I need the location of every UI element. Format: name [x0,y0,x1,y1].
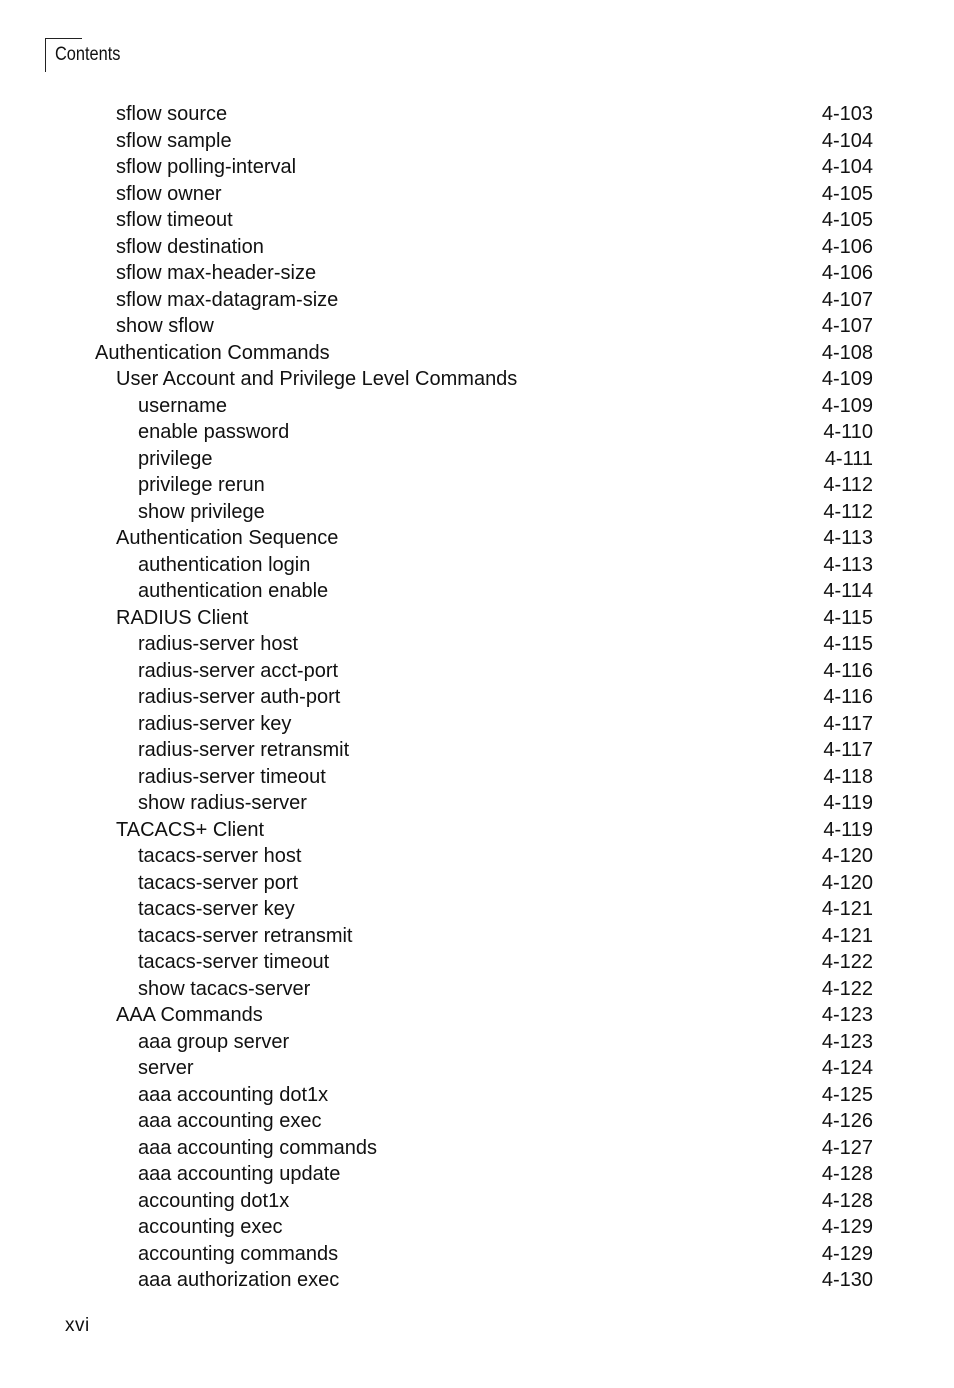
toc-entry[interactable] [0,340,954,367]
toc-entry-title[interactable]: radius-server acct-port [138,659,339,682]
toc-entry[interactable] [0,1082,954,1109]
toc-entry-page[interactable]: 4-129 [821,1216,873,1238]
toc-entry-title[interactable]: tacacs-server timeout [138,951,330,973]
toc-entry-page[interactable]: 4-103 [821,103,873,125]
toc-entry[interactable] [0,1241,954,1268]
toc-entry-page[interactable]: 4-106 [821,235,873,258]
toc-entry-title[interactable]: User Account and Privilege Level Commands [116,368,518,390]
toc-entry-title[interactable]: sflow sample [116,129,232,152]
toc-entry-page[interactable]: 4-107 [821,315,873,337]
toc-entry-page[interactable]: 4-119 [823,792,873,814]
toc-entry-title[interactable]: tacacs-server key [138,898,295,920]
toc-entry-title[interactable]: show radius-server [138,792,307,814]
toc-entry-page[interactable]: 4-120 [821,845,873,867]
toc-entry[interactable] [0,1108,954,1135]
toc-entry[interactable] [0,711,954,738]
toc-entry-title[interactable]: enable password [138,421,290,443]
toc-entry[interactable] [0,949,954,976]
toc-entry-page[interactable]: 4-105 [821,182,873,205]
toc-entry-page[interactable]: 4-124 [821,1057,873,1079]
toc-entry-title[interactable]: privilege [138,447,213,470]
toc-entry-title[interactable]: tacacs-server retransmit [138,924,353,947]
toc-entry-title[interactable]: authentication enable [138,580,329,602]
toc-entry-title[interactable]: authentication login [138,553,311,576]
toc-entry[interactable] [0,1055,954,1082]
toc-entry[interactable] [0,817,954,844]
toc-entry-page[interactable]: 4-122 [821,951,873,973]
toc-entry-title[interactable]: aaa accounting exec [138,1110,322,1132]
toc-entry-page[interactable]: 4-109 [821,394,873,417]
toc-entry-page[interactable]: 4-112 [823,474,873,496]
toc-entry-page[interactable]: 4-105 [821,209,873,231]
toc-entry-page[interactable]: 4-112 [823,500,873,523]
toc-entry-title[interactable]: Authentication Commands [95,341,330,364]
toc-entry[interactable] [0,313,954,340]
toc-entry-page[interactable]: 4-126 [821,1110,873,1132]
toc-entry-title[interactable]: accounting exec [138,1216,283,1238]
toc-entry-page[interactable]: 4-116 [823,659,873,682]
toc-entry[interactable] [0,764,954,791]
toc-entry-title[interactable]: sflow destination [116,235,264,258]
toc-entry-page[interactable]: 4-116 [823,686,873,708]
toc-entry-page[interactable]: 4-114 [823,580,873,602]
toc-entry[interactable] [0,605,954,632]
toc-entry[interactable] [0,1002,954,1029]
toc-entry-title[interactable]: sflow max-datagram-size [116,288,339,311]
toc-entry[interactable] [0,578,954,605]
toc-entry[interactable] [0,631,954,658]
toc-entry-page[interactable]: 4-109 [821,368,873,390]
toc-entry-title[interactable]: username [138,394,227,417]
toc-entry[interactable] [0,207,954,234]
toc-entry[interactable] [0,101,954,128]
toc-entry-page[interactable]: 4-118 [823,765,873,788]
toc-entry-page[interactable]: 4-115 [823,633,873,655]
toc-entry-title[interactable]: accounting dot1x [138,1189,290,1212]
toc-entry-page[interactable]: 4-104 [821,156,873,178]
toc-entry-title[interactable]: tacacs-server port [138,871,299,894]
toc-entry-page[interactable]: 4-117 [823,712,873,735]
toc-entry[interactable] [0,1214,954,1241]
toc-entry-page[interactable]: 4-128 [821,1189,873,1212]
toc-entry-page[interactable]: 4-113 [823,553,873,576]
toc-entry-page[interactable]: 4-107 [821,288,873,311]
toc-entry[interactable] [0,1135,954,1162]
toc-entry-title[interactable]: accounting commands [138,1242,339,1265]
toc-entry-page[interactable]: 4-128 [821,1163,873,1185]
toc-entry[interactable] [0,234,954,261]
toc-entry-title[interactable]: aaa accounting commands [138,1136,378,1159]
toc-entry[interactable] [0,287,954,314]
toc-entry-page[interactable]: 4-130 [821,1269,873,1291]
toc-entry-title[interactable]: RADIUS Client [116,606,249,629]
toc-entry-title[interactable]: privilege rerun [138,474,265,496]
toc-entry-title[interactable]: sflow timeout [116,209,233,231]
toc-entry[interactable] [0,658,954,685]
toc-entry-title[interactable]: sflow owner [116,182,222,205]
toc-entry-page[interactable]: 4-123 [821,1030,873,1053]
toc-entry-title[interactable]: server [138,1057,194,1079]
toc-entry-title[interactable]: aaa accounting update [138,1163,341,1185]
toc-entry-page[interactable]: 4-115 [823,606,873,629]
toc-entry-page[interactable]: 4-122 [821,977,873,1000]
toc-entry[interactable] [0,552,954,579]
toc-entry-title[interactable]: Authentication Sequence [116,527,339,549]
toc-entry[interactable] [0,1188,954,1215]
toc-entry[interactable] [0,366,954,393]
toc-entry-title[interactable]: aaa accounting dot1x [138,1083,329,1106]
toc-entry[interactable] [0,923,954,950]
toc-entry-page[interactable]: 4-104 [821,129,873,152]
toc-entry-title[interactable]: radius-server auth-port [138,686,341,708]
toc-entry-page[interactable]: 4-125 [821,1083,873,1106]
toc-entry-page[interactable]: 4-108 [821,341,873,364]
toc-entry[interactable] [0,472,954,499]
toc-entry-page[interactable]: 4-113 [823,527,873,549]
toc-entry[interactable] [0,260,954,287]
toc-entry[interactable] [0,1029,954,1056]
toc-entry[interactable] [0,1161,954,1188]
toc-entry-page[interactable]: 4-121 [821,898,873,920]
toc-entry-title[interactable]: TACACS+ Client [116,818,265,841]
toc-entry-title[interactable]: aaa authorization exec [138,1269,340,1291]
toc-entry[interactable] [0,525,954,552]
toc-entry[interactable] [0,1267,954,1294]
toc-entry[interactable] [0,684,954,711]
page-number: xvi [65,1315,90,1336]
toc-entry[interactable] [0,446,954,473]
toc-entry[interactable] [0,843,954,870]
toc-entry-page[interactable]: 4-129 [821,1242,873,1265]
toc-entry[interactable] [0,128,954,155]
toc-entry[interactable] [0,393,954,420]
toc-entry-title[interactable]: sflow source [116,103,228,125]
toc-entry-page[interactable]: 4-120 [821,871,873,894]
toc-entry-title[interactable]: tacacs-server host [138,845,302,867]
toc-entry-title[interactable]: radius-server key [138,712,292,735]
toc-entry-page[interactable]: 4-123 [821,1004,873,1026]
toc-entry[interactable] [0,499,954,526]
toc-entry-title[interactable]: aaa group server [138,1030,290,1053]
toc-entry-title[interactable]: AAA Commands [116,1004,263,1026]
toc-entry-page[interactable]: 4-121 [821,924,873,947]
toc-entry[interactable] [0,790,954,817]
toc-entry[interactable] [0,870,954,897]
toc-entry-title[interactable]: sflow max-header-size [116,262,317,284]
toc-entry-title[interactable]: show tacacs-server [138,977,311,1000]
toc-entry[interactable] [0,737,954,764]
toc-entry-page[interactable]: 4-117 [823,739,873,761]
toc-entry-page[interactable]: 4-106 [821,262,873,284]
toc-entry-page[interactable]: 4-110 [823,421,873,443]
toc-entry-title[interactable]: radius-server retransmit [138,739,350,761]
toc-entry[interactable] [0,896,954,923]
toc-entry[interactable] [0,419,954,446]
toc-entry-page[interactable]: 4-111 [824,447,873,470]
toc-entry-title[interactable]: show privilege [138,500,265,523]
toc-entry-title[interactable]: radius-server host [138,633,299,655]
table-of-contents [0,101,954,1294]
toc-entry-page[interactable]: 4-127 [821,1136,873,1159]
toc-entry-title[interactable]: sflow polling-interval [116,156,297,178]
toc-entry-page[interactable]: 4-119 [823,818,873,841]
running-header [45,38,121,72]
toc-entry[interactable] [0,181,954,208]
toc-entry-title[interactable]: show sflow [116,315,214,337]
toc-entry[interactable] [0,154,954,181]
header-rule [46,38,82,39]
toc-entry-title[interactable]: radius-server timeout [138,765,326,788]
header-title: Contents [55,44,121,65]
toc-entry[interactable] [0,976,954,1003]
